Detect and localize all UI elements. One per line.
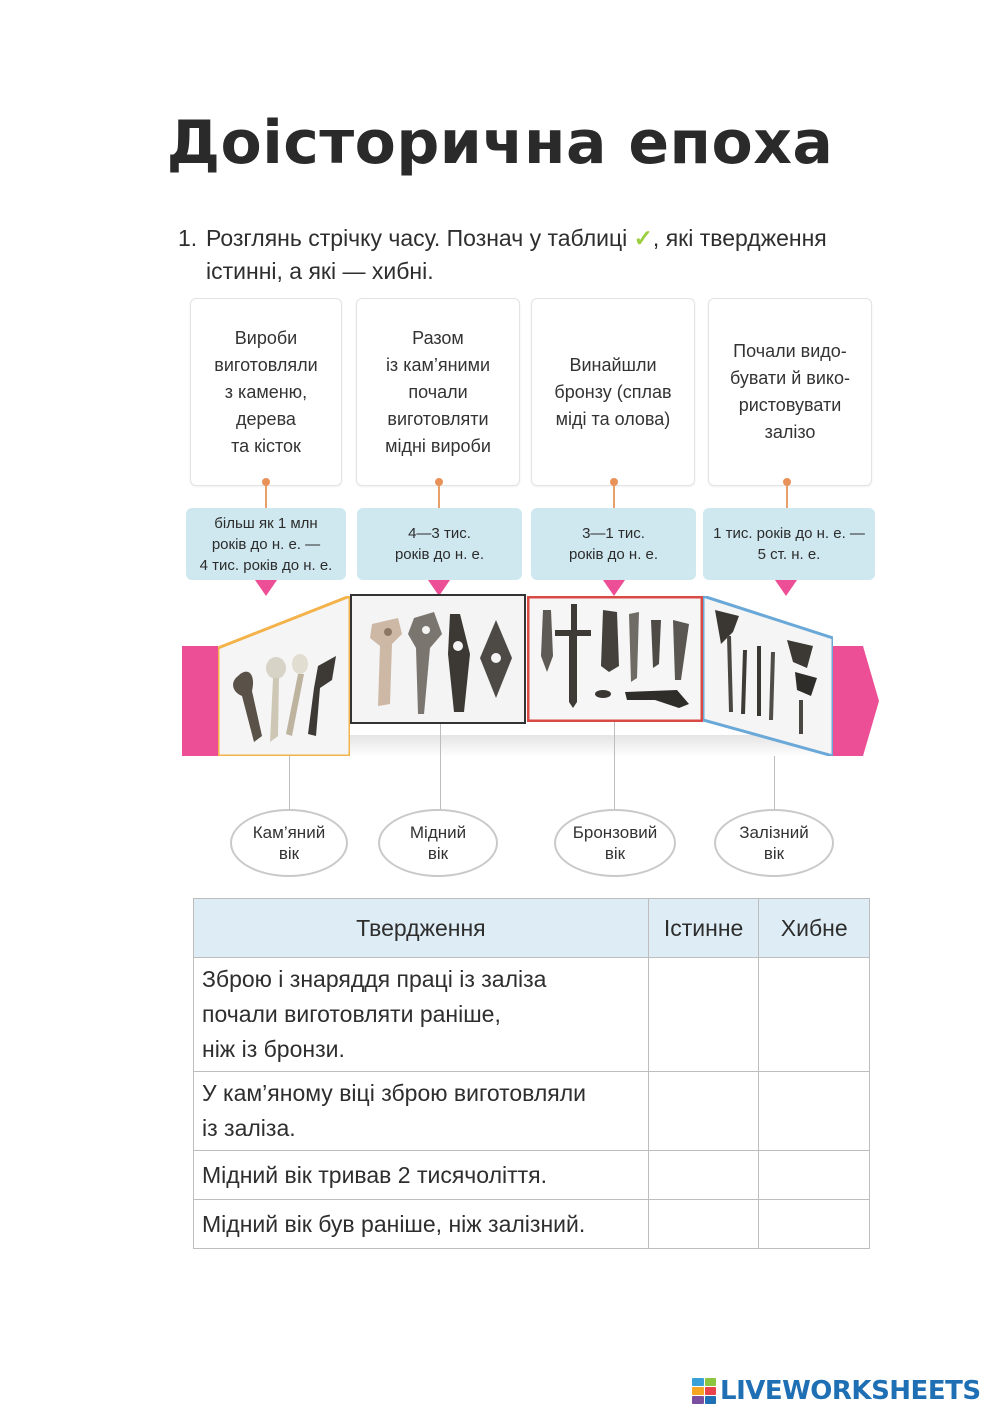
connector-line — [786, 486, 788, 508]
false-answer-cell[interactable] — [759, 1072, 870, 1151]
iron-age-date: 1 тис. років до н. е. — 5 ст. н. е. — [703, 508, 875, 580]
timeline-marker-icon — [603, 580, 625, 596]
liveworksheets-brand — [692, 1377, 981, 1405]
header-false: Хибне — [759, 899, 870, 958]
connector-dot — [610, 478, 618, 486]
task-number: 1. — [178, 225, 198, 251]
statement-cell: У кам’яному віці зброю виготовляли із заліза. — [194, 1072, 649, 1151]
task-text-part2: , які твердження — [652, 225, 827, 251]
copper-age-description-card: Разом із кам’яними почали виготовляти мідні вироби — [356, 298, 520, 486]
iron-age-description-card: Почали видо- бувати й вико- ристовувати залізо — [708, 298, 872, 486]
brand-name: LIVEWORKSHEETS — [720, 1376, 981, 1406]
timeline-ribbon-start — [182, 646, 218, 756]
iron-age-tools-image — [703, 596, 833, 756]
false-answer-cell[interactable] — [759, 1151, 870, 1200]
bronze-age-tools-image — [527, 596, 703, 722]
age-connector-line — [289, 756, 290, 809]
false-answer-cell[interactable] — [759, 958, 870, 1072]
table-row — [194, 1200, 870, 1249]
true-answer-cell[interactable] — [648, 1151, 759, 1200]
timeline-marker-icon — [255, 580, 277, 596]
liveworksheets-logo-icon — [692, 1378, 716, 1404]
table-row — [194, 1072, 870, 1151]
connector-dot — [262, 478, 270, 486]
bronze-age-description-card: Винайшли бронзу (сплав міді та олова) — [531, 298, 695, 486]
task-text-line2: істинні, а які — хибні. — [206, 258, 434, 284]
copper-age-label: Мідний вік — [378, 809, 498, 877]
age-connector-line — [614, 722, 615, 809]
connector-line — [265, 486, 267, 508]
header-true: Істинне — [648, 899, 759, 958]
false-answer-cell[interactable] — [759, 1200, 870, 1249]
age-connector-line — [440, 724, 441, 809]
connector-line — [613, 486, 615, 508]
connector-dot — [783, 478, 791, 486]
stone-age-description-card: Вироби виготовляли з каменю, дерева та кісток — [190, 298, 342, 486]
stone-age-tools-image — [218, 596, 350, 756]
true-answer-cell[interactable] — [648, 1200, 759, 1249]
page-title: Доісторична епоха — [166, 108, 834, 178]
connector-line — [438, 486, 440, 508]
bronze-age-date: 3—1 тис. років до н. е. — [531, 508, 696, 580]
statement-cell: Зброю і знаряддя праці із заліза почали виготовляти раніше, ніж із бронзи. — [194, 958, 649, 1072]
header-statement: Твердження — [194, 899, 649, 958]
table-row — [194, 1151, 870, 1200]
copper-age-date: 4—3 тис. років до н. е. — [357, 508, 522, 580]
bronze-age-label: Бронзовий вік — [554, 809, 676, 877]
table-row — [194, 958, 870, 1072]
age-connector-line — [774, 756, 775, 809]
stone-age-label: Кам’яний вік — [230, 809, 348, 877]
statement-cell: Мідний вік був раніше, ніж залізний. — [194, 1200, 649, 1249]
statements-table — [193, 898, 870, 1249]
stone-age-date: більш як 1 млн років до н. е. — 4 тис. років до н. е. — [186, 508, 346, 580]
copper-age-tools-image — [350, 594, 526, 724]
statement-cell: Мідний вік тривав 2 тисячоліття. — [194, 1151, 649, 1200]
task-instruction — [178, 222, 898, 288]
table-header-row — [194, 899, 870, 958]
true-answer-cell[interactable] — [648, 958, 759, 1072]
true-answer-cell[interactable] — [648, 1072, 759, 1151]
iron-age-label: Залізний вік — [714, 809, 834, 877]
task-text-part1: Розглянь стрічку часу. Познач у таблиці — [206, 225, 634, 251]
check-mark-icon: ✓ — [633, 225, 653, 251]
connector-dot — [435, 478, 443, 486]
timeline-arrow-icon — [833, 646, 879, 756]
timeline-marker-icon — [775, 580, 797, 596]
